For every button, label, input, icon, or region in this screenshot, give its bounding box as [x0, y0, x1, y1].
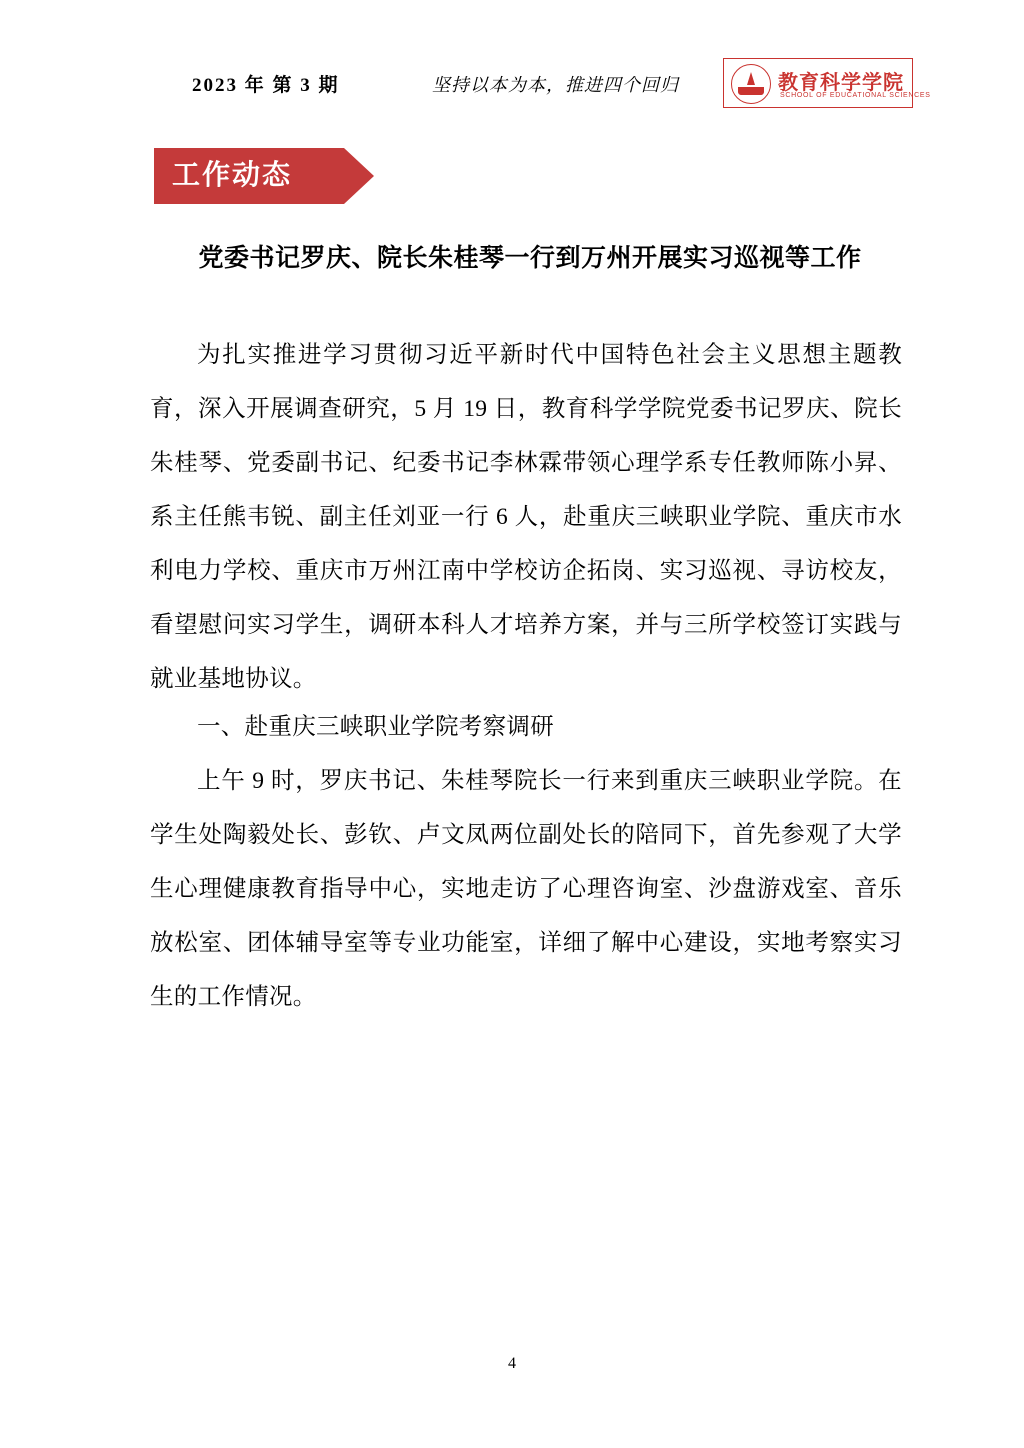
logo-english-name: SCHOOL OF EDUCATIONAL SCIENCES — [780, 92, 931, 99]
article-subheading-1: 一、赴重庆三峡职业学院考察调研 — [197, 714, 554, 740]
emblem-flame-icon — [747, 72, 755, 85]
section-banner: 工作动态 — [154, 148, 344, 204]
issue-label: 2023 年 第 3 期 — [192, 75, 340, 96]
article-paragraph-2: 上午 9 时，罗庆书记、朱桂琴院长一行来到重庆三峡职业学院。在学生处陶毅处长、彭钦、卢文凤两位副处长的陪同下，首先参观了大学生心理健康教育指导中心，实地走访了心理咨询室、沙盘游戏室、音乐放松室、团体辅导室等专业功能室，详细了解中心建设，实地考察实习生的工作情况。 — [150, 768, 902, 1010]
page-number: 4 — [508, 1355, 516, 1372]
school-logo — [723, 58, 931, 108]
school-emblem-icon — [730, 63, 772, 105]
banner-arrow-shape — [344, 148, 374, 204]
logo-chinese-name: 教育科学学院 — [778, 72, 904, 94]
emblem-book-icon — [738, 87, 764, 95]
header-slogan: 坚持以本为本，推进四个回归 — [432, 75, 679, 95]
article-paragraph-1: 为扎实推进学习贯彻习近平新时代中国特色社会主义思想主题教育，深入开展调查研究，5 月 19 日，教育科学学院党委书记罗庆、院长朱桂琴、党委副书记、纪委书记李林霖带领心理学系专任教师陈小昇、系主任熊韦锐、副主任刘亚一行 6 人，赴重庆三峡职业学院、重庆市水利电力学校、重庆市万州江南中学校访企拓岗、实习巡视、寻访校友，看望慰问实习学生，调研本科人才培养方案，并与三所学校签订实践与就业基地协议。 — [150, 342, 902, 692]
article-title: 党委书记罗庆、院长朱桂琴一行到万州开展实习巡视等工作 — [198, 245, 862, 272]
